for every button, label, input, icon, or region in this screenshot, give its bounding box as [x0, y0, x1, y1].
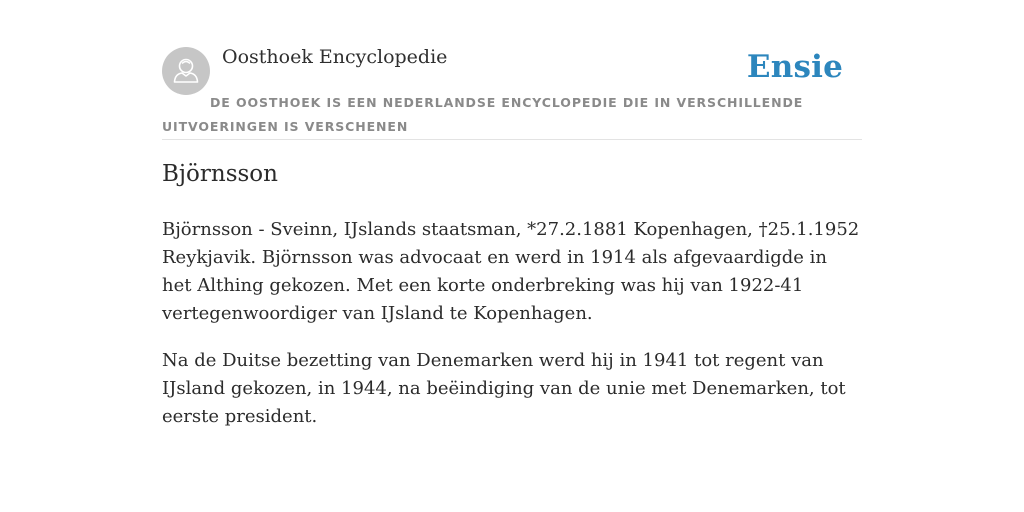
page-container — [162, 0, 862, 427]
source-header — [162, 0, 862, 140]
source-description: DE OOSTHOEK IS EEN NEDERLANDSE ENCYCLOPEDIE DIE IN VERSCHILLENDE UITVOERINGEN IS VERSCHENEN — [162, 95, 804, 134]
article-paragraph: Na de Duitse bezetting van Denemarken werd hij in 1941 tot regent van IJsland gekozen, in 1944, na beëindiging van de unie met Denemarken, tot eerste president. — [162, 350, 846, 427]
source-avatar[interactable] — [162, 47, 210, 95]
user-icon — [162, 47, 210, 95]
source-title[interactable]: Oosthoek Encyclopedie — [222, 46, 448, 68]
article-title: Björnsson — [162, 161, 278, 187]
article-paragraph: Björnsson - Sveinn, IJslands staatsman, *27.2.1881 Kopenhagen, †25.1.1952 Reykjavik. Björnsson was advocaat en werd in 1914 als afgevaardigde in het Althing gekozen. Met een korte onderbreking was hij van 1922-41 vertegenwoordiger van IJsland te Kopenhagen. — [162, 219, 860, 324]
article-body — [162, 216, 862, 450]
brand-logo-link[interactable]: Ensie — [746, 49, 843, 85]
